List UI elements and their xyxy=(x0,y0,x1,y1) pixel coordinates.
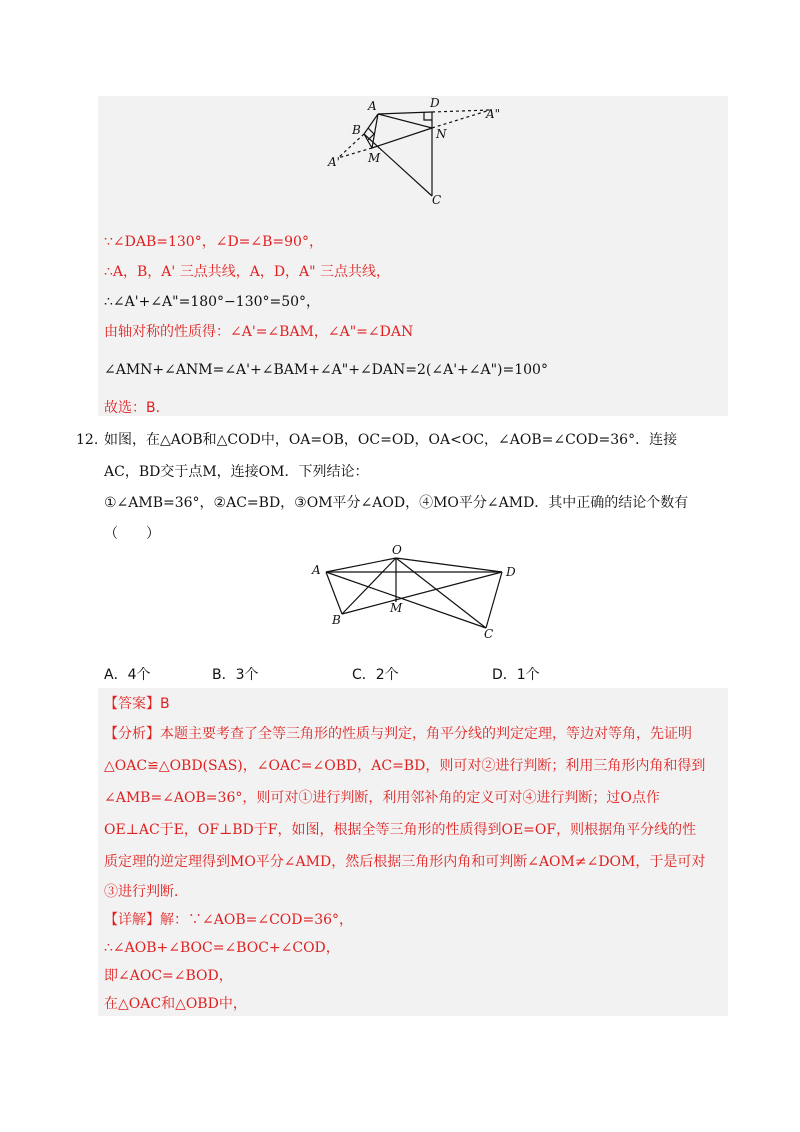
seg-DA2 xyxy=(432,110,490,112)
question-line-3: ①∠AMB=36°，②AC=BD，③OM平分∠AOD，④MO平分∠AMD．其中正确的结论个数有 xyxy=(104,495,689,511)
question-line-1: 如图，在△AOB和△COD中，OA=OB，OC=OD，OA<OC，∠AOB=∠COD=36°．连接 xyxy=(104,432,678,448)
analysis-line-5: 质定理的逆定理得到MO平分∠AMD，然后根据三角形内角和可判断∠AOM≠∠DOM，于是可对 xyxy=(104,854,706,870)
detail-text-1: 解：∵∠AOB=∠COD=36°， xyxy=(160,912,354,928)
fig1-label-D: D xyxy=(430,96,440,110)
question-line-2: AC，BD交于点M，连接OM．下列结论： xyxy=(104,464,369,480)
analysis-line-3: ∠AMB=∠AOB=36°，则可对①进行判断，利用邻补角的定义可对④进行判断；过O点作 xyxy=(104,790,660,806)
fig1-label-M: M xyxy=(368,151,381,165)
right-angle-D xyxy=(424,112,432,120)
analysis-line-2: △OAC≌△OBD(SAS)，∠OAC=∠OBD，AC=BD，则可对②进行判断；利用三角形内角和得到 xyxy=(104,758,706,774)
solution-line-3: ∴∠A'+∠A"=180°−130°=50°， xyxy=(104,294,321,310)
detail-line-2: ∴∠AOB+∠BOC=∠BOC+∠COD， xyxy=(104,940,340,956)
analysis-label: 【分析】 xyxy=(104,726,160,742)
solution-line-2: ∴A，B，A' 三点共线，A，D，A" 三点共线， xyxy=(104,264,391,280)
fig2-label-M: M xyxy=(390,601,403,615)
seg-AB xyxy=(326,572,342,614)
fig2-label-O: O xyxy=(392,543,402,557)
detail-label: 【详解】 xyxy=(104,912,160,928)
answer-label: 【答案】 xyxy=(104,696,160,712)
answer-value: B xyxy=(160,696,170,712)
seg-OA xyxy=(326,558,396,572)
fig1-label-A1: A' xyxy=(328,155,340,169)
solution-line-6: 故选：B. xyxy=(104,400,161,416)
seg-BA1 xyxy=(338,134,364,158)
analysis-text-1: 本题主要考查了全等三角形的性质与判定，角平分线的判定定理，等边对等角，先证明 xyxy=(160,726,692,742)
seg-MA1 xyxy=(338,148,372,158)
fig1-label-A2: A" xyxy=(486,107,501,121)
seg-AC xyxy=(326,572,486,628)
seg-DC xyxy=(486,572,502,628)
detail-line-4: 在△OAC和△OBD中， xyxy=(104,996,247,1012)
question-line-4: （ ） xyxy=(104,526,160,542)
seg-OB xyxy=(342,558,396,614)
seg-MN xyxy=(372,128,432,148)
detail-line-1 xyxy=(104,910,353,930)
fig1-label-C: C xyxy=(432,193,442,206)
option-d[interactable]: D．1个 xyxy=(492,667,540,683)
option-c[interactable]: C．2个 xyxy=(352,667,399,683)
fig2-label-B: B xyxy=(332,613,341,627)
fig2-label-C: C xyxy=(484,627,494,641)
solution-line-1: ∵∠DAB=130°，∠D=∠B=90°， xyxy=(104,234,323,250)
solution-line-4: 由轴对称的性质得：∠A'=∠BAM，∠A"=∠DAN xyxy=(104,324,414,340)
figure-triangles xyxy=(300,542,530,642)
fig2-label-A: A xyxy=(312,563,321,577)
seg-BC xyxy=(364,134,432,196)
analysis-line-4: OE⊥AC于E，OF⊥BD于F，如图，根据全等三角形的性质得到OE=OF，则根据角平分线的性 xyxy=(104,822,697,838)
solution-line-5: ∠AMN+∠ANM=∠A'+∠BAM+∠A"+∠DAN=2(∠A'+∠A")=100° xyxy=(104,362,548,378)
analysis-line-1 xyxy=(104,724,692,744)
fig1-label-N: N xyxy=(436,127,447,141)
figure-quadrilateral xyxy=(320,96,520,206)
option-b[interactable]: B．3个 xyxy=(212,667,259,683)
fig1-label-B: B xyxy=(352,123,361,137)
answer-line xyxy=(104,694,170,714)
question-number: 12. xyxy=(76,432,99,448)
option-a[interactable]: A．4个 xyxy=(104,667,151,683)
fig1-label-A: A xyxy=(368,99,377,113)
detail-line-3: 即∠AOC=∠BOD， xyxy=(104,968,233,984)
analysis-line-6: ③进行判断． xyxy=(104,884,188,900)
fig2-label-D: D xyxy=(506,565,516,579)
seg-NA2 xyxy=(432,110,490,128)
